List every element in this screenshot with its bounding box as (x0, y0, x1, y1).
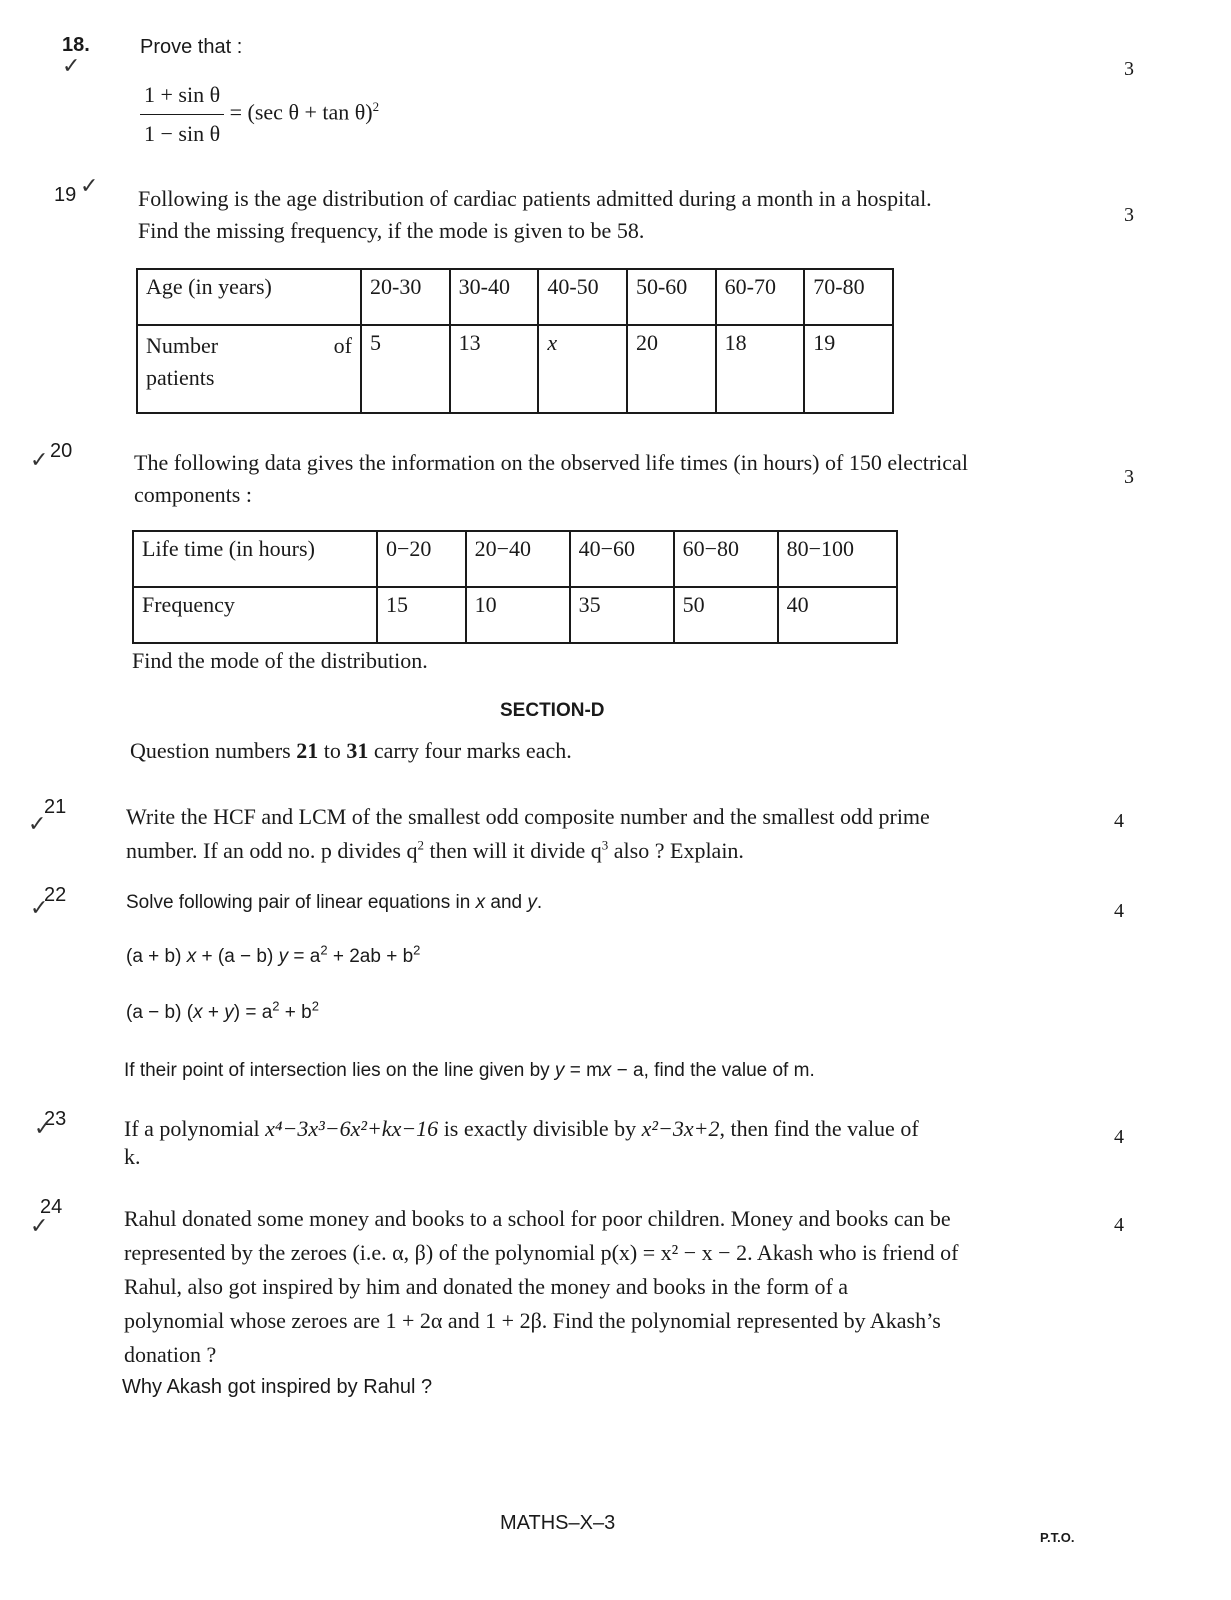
table-cell: 40-50 (538, 269, 627, 325)
table-cell: 60−80 (674, 531, 778, 587)
eq-text: + 2ab + b (327, 946, 414, 967)
variable-x: x (193, 1002, 203, 1023)
q22-text: Solve following pair of linear equations in (126, 892, 476, 913)
variable-x: x (186, 946, 197, 967)
eq-text: + b (279, 1002, 312, 1023)
exponent: 2 (413, 942, 421, 958)
table-cell: 40−60 (570, 531, 674, 587)
q24-followup: Why Akash got inspired by Rahul ? (122, 1376, 433, 1398)
q23-text: , then find the value of (719, 1116, 919, 1141)
section-title: SECTION-D (500, 700, 605, 721)
q21-line-1: Write the HCF and LCM of the smallest odd composite number and the smallest odd prime (126, 804, 930, 829)
q23-text: is exactly divisible by (438, 1116, 642, 1141)
eq-text: = a (288, 946, 321, 967)
footer-code: MATHS–X–3 (500, 1512, 616, 1534)
table-cell: 60-70 (716, 269, 805, 325)
table-cell: 15 (377, 587, 466, 643)
table-cell: 50-60 (627, 269, 716, 325)
eq-text: (a − b) ( (126, 1002, 194, 1023)
q23-line-1 (124, 1112, 1106, 1146)
q22-marks: 4 (1114, 900, 1124, 922)
q22-text: If their point of intersection lies on the line given by (124, 1060, 555, 1081)
table-row (137, 269, 893, 325)
table-cell: 10 (466, 587, 570, 643)
check-mark-icon: ✓ (62, 54, 81, 79)
q21-superscript: 2 (417, 837, 424, 853)
fraction-denominator: 1 − sin θ (144, 121, 221, 146)
q22-text: . (536, 892, 543, 913)
q19-line-2: Find the missing frequency, if the mode is given to be 58. (138, 218, 645, 243)
q20-table (132, 530, 898, 644)
q19-line-1: Following is the age distribution of cardiac patients admitted during a month in a hospital. (138, 186, 932, 211)
q24-line: donation ? (124, 1342, 217, 1367)
check-mark-icon: ✓ (30, 896, 49, 921)
table-row-label (137, 325, 361, 413)
q22-text: − a, find the value of m. (611, 1060, 815, 1081)
eq-text: + (202, 1002, 225, 1023)
question-number-23: 23 (44, 1108, 67, 1130)
variable-x: x (475, 892, 486, 913)
q20-line-2: components : (134, 482, 252, 507)
q24-line: polynomial whose zeroes are 1 + 2α and 1 + 2β. Find the polynomial represented by Akash’s (124, 1308, 941, 1333)
section-to: 31 (346, 738, 369, 763)
variable-y: y (224, 1002, 234, 1023)
section-text: carry four marks each. (368, 738, 572, 763)
q18-marks: 3 (1124, 58, 1134, 80)
check-mark-icon: ✓ (30, 448, 49, 473)
q23-line-2: k. (124, 1144, 141, 1169)
table-cell: 0−20 (377, 531, 466, 587)
q18-fraction (140, 78, 224, 151)
q23-polynomial: x⁴−3x³−6x²+kx−16 (265, 1116, 439, 1141)
q20-marks: 3 (1124, 466, 1134, 488)
q18-text: Prove that : (140, 36, 243, 58)
q22-text: and (485, 892, 528, 913)
q24-line: Rahul donated some money and books to a school for poor children. Money and books can be (124, 1206, 951, 1231)
table-cell: 13 (450, 325, 539, 413)
q21-text: also ? Explain. (608, 838, 744, 863)
table-row (133, 587, 897, 643)
question-number-24: 24 (40, 1196, 63, 1218)
eq-text: ) = a (233, 1002, 273, 1023)
table-cell: 20−40 (466, 531, 570, 587)
section-from: 21 (296, 738, 319, 763)
check-mark-icon: ✓ (80, 174, 99, 199)
check-mark-icon: ✓ (30, 1214, 49, 1239)
footer-stamp: P.T.O. (1040, 1530, 1075, 1545)
q23-divisor: x²−3x+2 (641, 1116, 720, 1141)
variable-y: y (554, 1060, 565, 1081)
table-cell: x (538, 325, 627, 413)
q20-line-1: The following data gives the information on the observed life times (in hours) of 150 electrical (134, 450, 968, 475)
section-text: Question numbers (130, 738, 297, 763)
row-label-part: of (333, 333, 352, 358)
q18-rhs: = (sec θ + tan θ) (229, 99, 373, 125)
q19-marks: 3 (1124, 204, 1134, 226)
fraction-numerator: 1 + sin θ (140, 78, 224, 115)
check-mark-icon: ✓ (34, 1116, 53, 1141)
question-number-20: 20 (50, 440, 73, 462)
q22-condition (124, 1060, 815, 1082)
table-cell: 20 (627, 325, 716, 413)
variable-y: y (527, 892, 537, 913)
table-cell: 80−100 (778, 531, 897, 587)
q22-equation-2 (126, 998, 319, 1024)
q20-after-text: Find the mode of the distribution. (132, 648, 428, 673)
exponent: 2 (320, 942, 328, 958)
table-header-label: Life time (in hours) (133, 531, 377, 587)
row-label-part: Number (146, 333, 219, 358)
table-cell: 5 (361, 325, 450, 413)
q22-line-1 (126, 892, 542, 914)
table-row-label: Frequency (133, 587, 377, 643)
table-cell: 70-80 (804, 269, 893, 325)
question-number-19: 19 (54, 184, 77, 206)
table-row (133, 531, 897, 587)
row-label-part: patients (146, 365, 215, 390)
section-text: to (318, 738, 347, 763)
eq-text: + (a − b) (196, 946, 279, 967)
q18-rhs-exponent: 2 (372, 99, 380, 115)
q24-body (124, 1202, 1092, 1372)
variable-x: x (601, 1060, 612, 1081)
variable-y: y (278, 946, 289, 967)
q23-marks: 4 (1114, 1126, 1124, 1148)
table-cell: 19 (804, 325, 893, 413)
q18-equation (140, 78, 379, 151)
q24-line: Rahul, also got inspired by him and donated the money and books in the form of a (124, 1274, 849, 1299)
question-number-22: 22 (44, 884, 67, 906)
table-cell: 20-30 (361, 269, 450, 325)
exponent: 2 (311, 998, 319, 1014)
exponent: 2 (272, 998, 280, 1014)
q19-table (136, 268, 894, 414)
q21-text: number. If an odd no. p divides q (126, 838, 418, 863)
eq-text: (a + b) (126, 946, 187, 967)
q21-marks: 4 (1114, 810, 1124, 832)
question-number-21: 21 (44, 796, 67, 818)
table-row (137, 325, 893, 413)
q24-line: represented by the zeroes (i.e. α, β) of the polynomial p(x) = x² − x − 2. Akash who is friend of (124, 1240, 959, 1265)
table-cell: 50 (674, 587, 778, 643)
table-cell: 30-40 (450, 269, 539, 325)
check-mark-icon: ✓ (28, 812, 47, 837)
q21-superscript: 3 (601, 837, 609, 853)
q22-text: = m (564, 1060, 602, 1081)
table-cell: 35 (570, 587, 674, 643)
table-cell: 18 (716, 325, 805, 413)
q22-equation-1 (126, 942, 421, 968)
q21-text: then will it divide q (423, 838, 602, 863)
table-cell: 40 (778, 587, 897, 643)
table-header-label: Age (in years) (137, 269, 361, 325)
question-number-18: 18. (62, 34, 90, 56)
q21-line-2 (126, 834, 744, 868)
section-instructions (130, 734, 572, 768)
q24-marks: 4 (1114, 1214, 1124, 1236)
q23-text: If a polynomial (124, 1116, 266, 1141)
